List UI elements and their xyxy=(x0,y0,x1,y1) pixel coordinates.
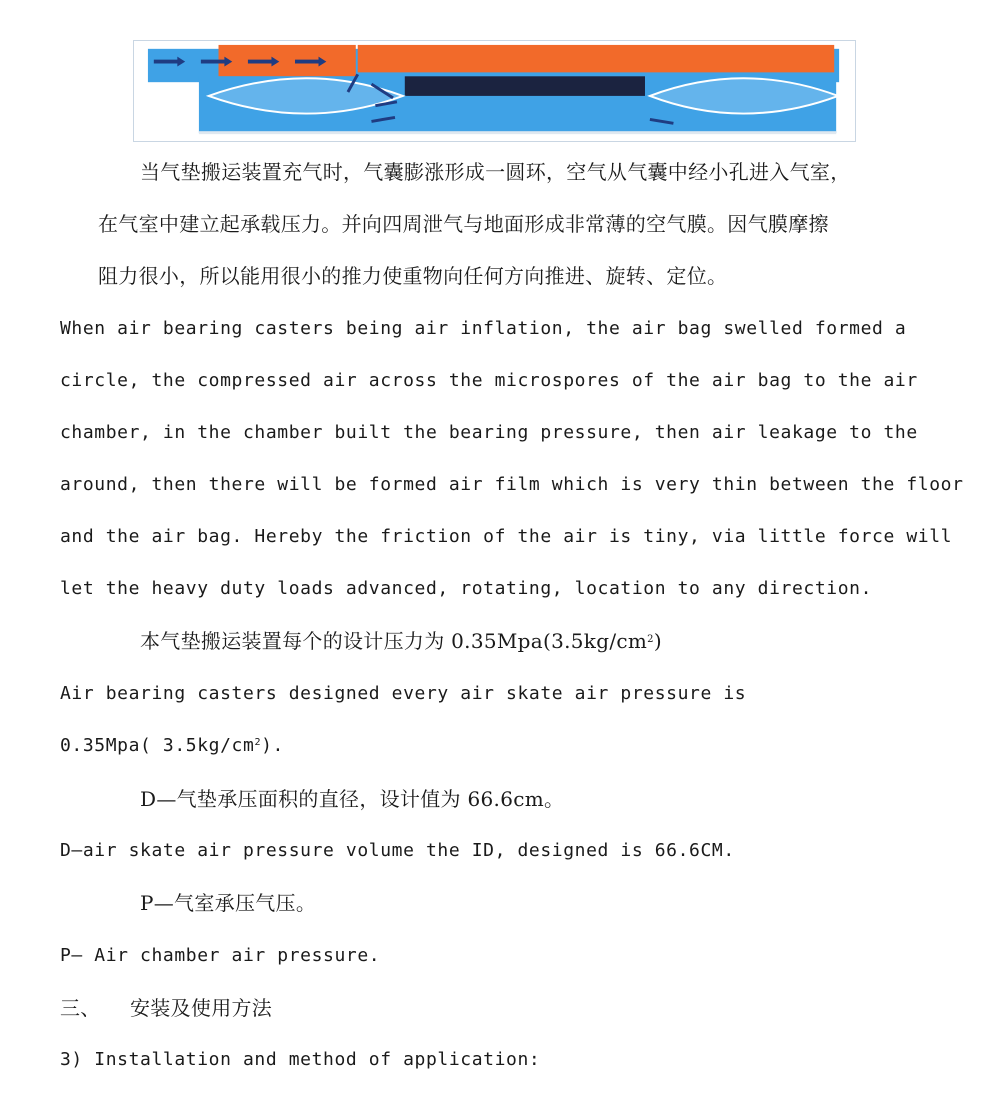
air-caster-diagram xyxy=(133,40,856,142)
cn-section-number: 三、 xyxy=(60,996,101,1020)
en-definition-d: D—air skate air pressure volume the ID, designed is 66.6CM. xyxy=(60,840,735,861)
cn-design-pressure xyxy=(60,615,990,667)
cn-intro-line-2: 在气室中建立起承载压力。并向四周泄气与地面形成非常薄的空气膜。因气膜摩擦 xyxy=(98,212,829,236)
en-pressure-value: 0.35Mpa( 3.5kg/cm xyxy=(60,735,255,756)
en-intro-line-3: chamber, in the chamber built the bearing pressure, then air leakage to the xyxy=(60,422,918,443)
cn-definition-p: P—气室承压气压。 xyxy=(140,891,317,915)
cn-intro-line-3: 阻力很小，所以能用很小的推力使重物向任何方向推进、旋转、定位。 xyxy=(98,264,728,288)
cn-pressure-close: ) xyxy=(653,629,662,653)
air-caster-cross-section xyxy=(134,41,855,141)
en-definition-p: P— Air chamber air pressure. xyxy=(60,945,381,966)
en-design-pressure-line-1: Air bearing casters designed every air skate air pressure is xyxy=(60,683,747,704)
en-intro-line-1: When air bearing casters being air inflation, the air bag swelled formed a xyxy=(60,318,907,339)
floor-line xyxy=(199,131,836,134)
en-pressure-exponent: 2 xyxy=(254,737,262,748)
cn-definition-d: D—气垫承压面积的直径，设计值为 66.6cm。 xyxy=(140,787,565,811)
cn-intro-line-1: 当气垫搬运装置充气时，气囊膨涨形成一圆环，空气从气囊中经小孔进入气室， xyxy=(140,160,851,184)
en-section-3-heading: 3) Installation and method of application: xyxy=(60,1049,541,1070)
en-intro-line-5: and the air bag. Hereby the friction of the air is tiny, via little force will xyxy=(60,526,953,547)
cn-pressure-exponent: 2 xyxy=(647,634,654,645)
en-intro-line-4: around, then there will be formed air film which is very thin between the floor xyxy=(60,474,964,495)
en-intro-line-6: let the heavy duty loads advanced, rotating, location to any direction. xyxy=(60,578,873,599)
cn-design-pressure-text: 本气垫搬运装置每个的设计压力为 0.35Mpa(3.5kg/cm xyxy=(140,629,648,653)
cn-section-title: 安装及使用方法 xyxy=(130,996,273,1020)
en-design-pressure-line-2 xyxy=(60,720,940,772)
inlet-plate xyxy=(219,45,356,76)
load-plate xyxy=(358,45,834,72)
en-intro-line-2: circle, the compressed air across the microspores of the air bag to the air xyxy=(60,370,918,391)
cn-section-3-heading xyxy=(60,982,940,1034)
en-pressure-close: ). xyxy=(261,735,284,756)
chamber-core xyxy=(405,76,645,96)
